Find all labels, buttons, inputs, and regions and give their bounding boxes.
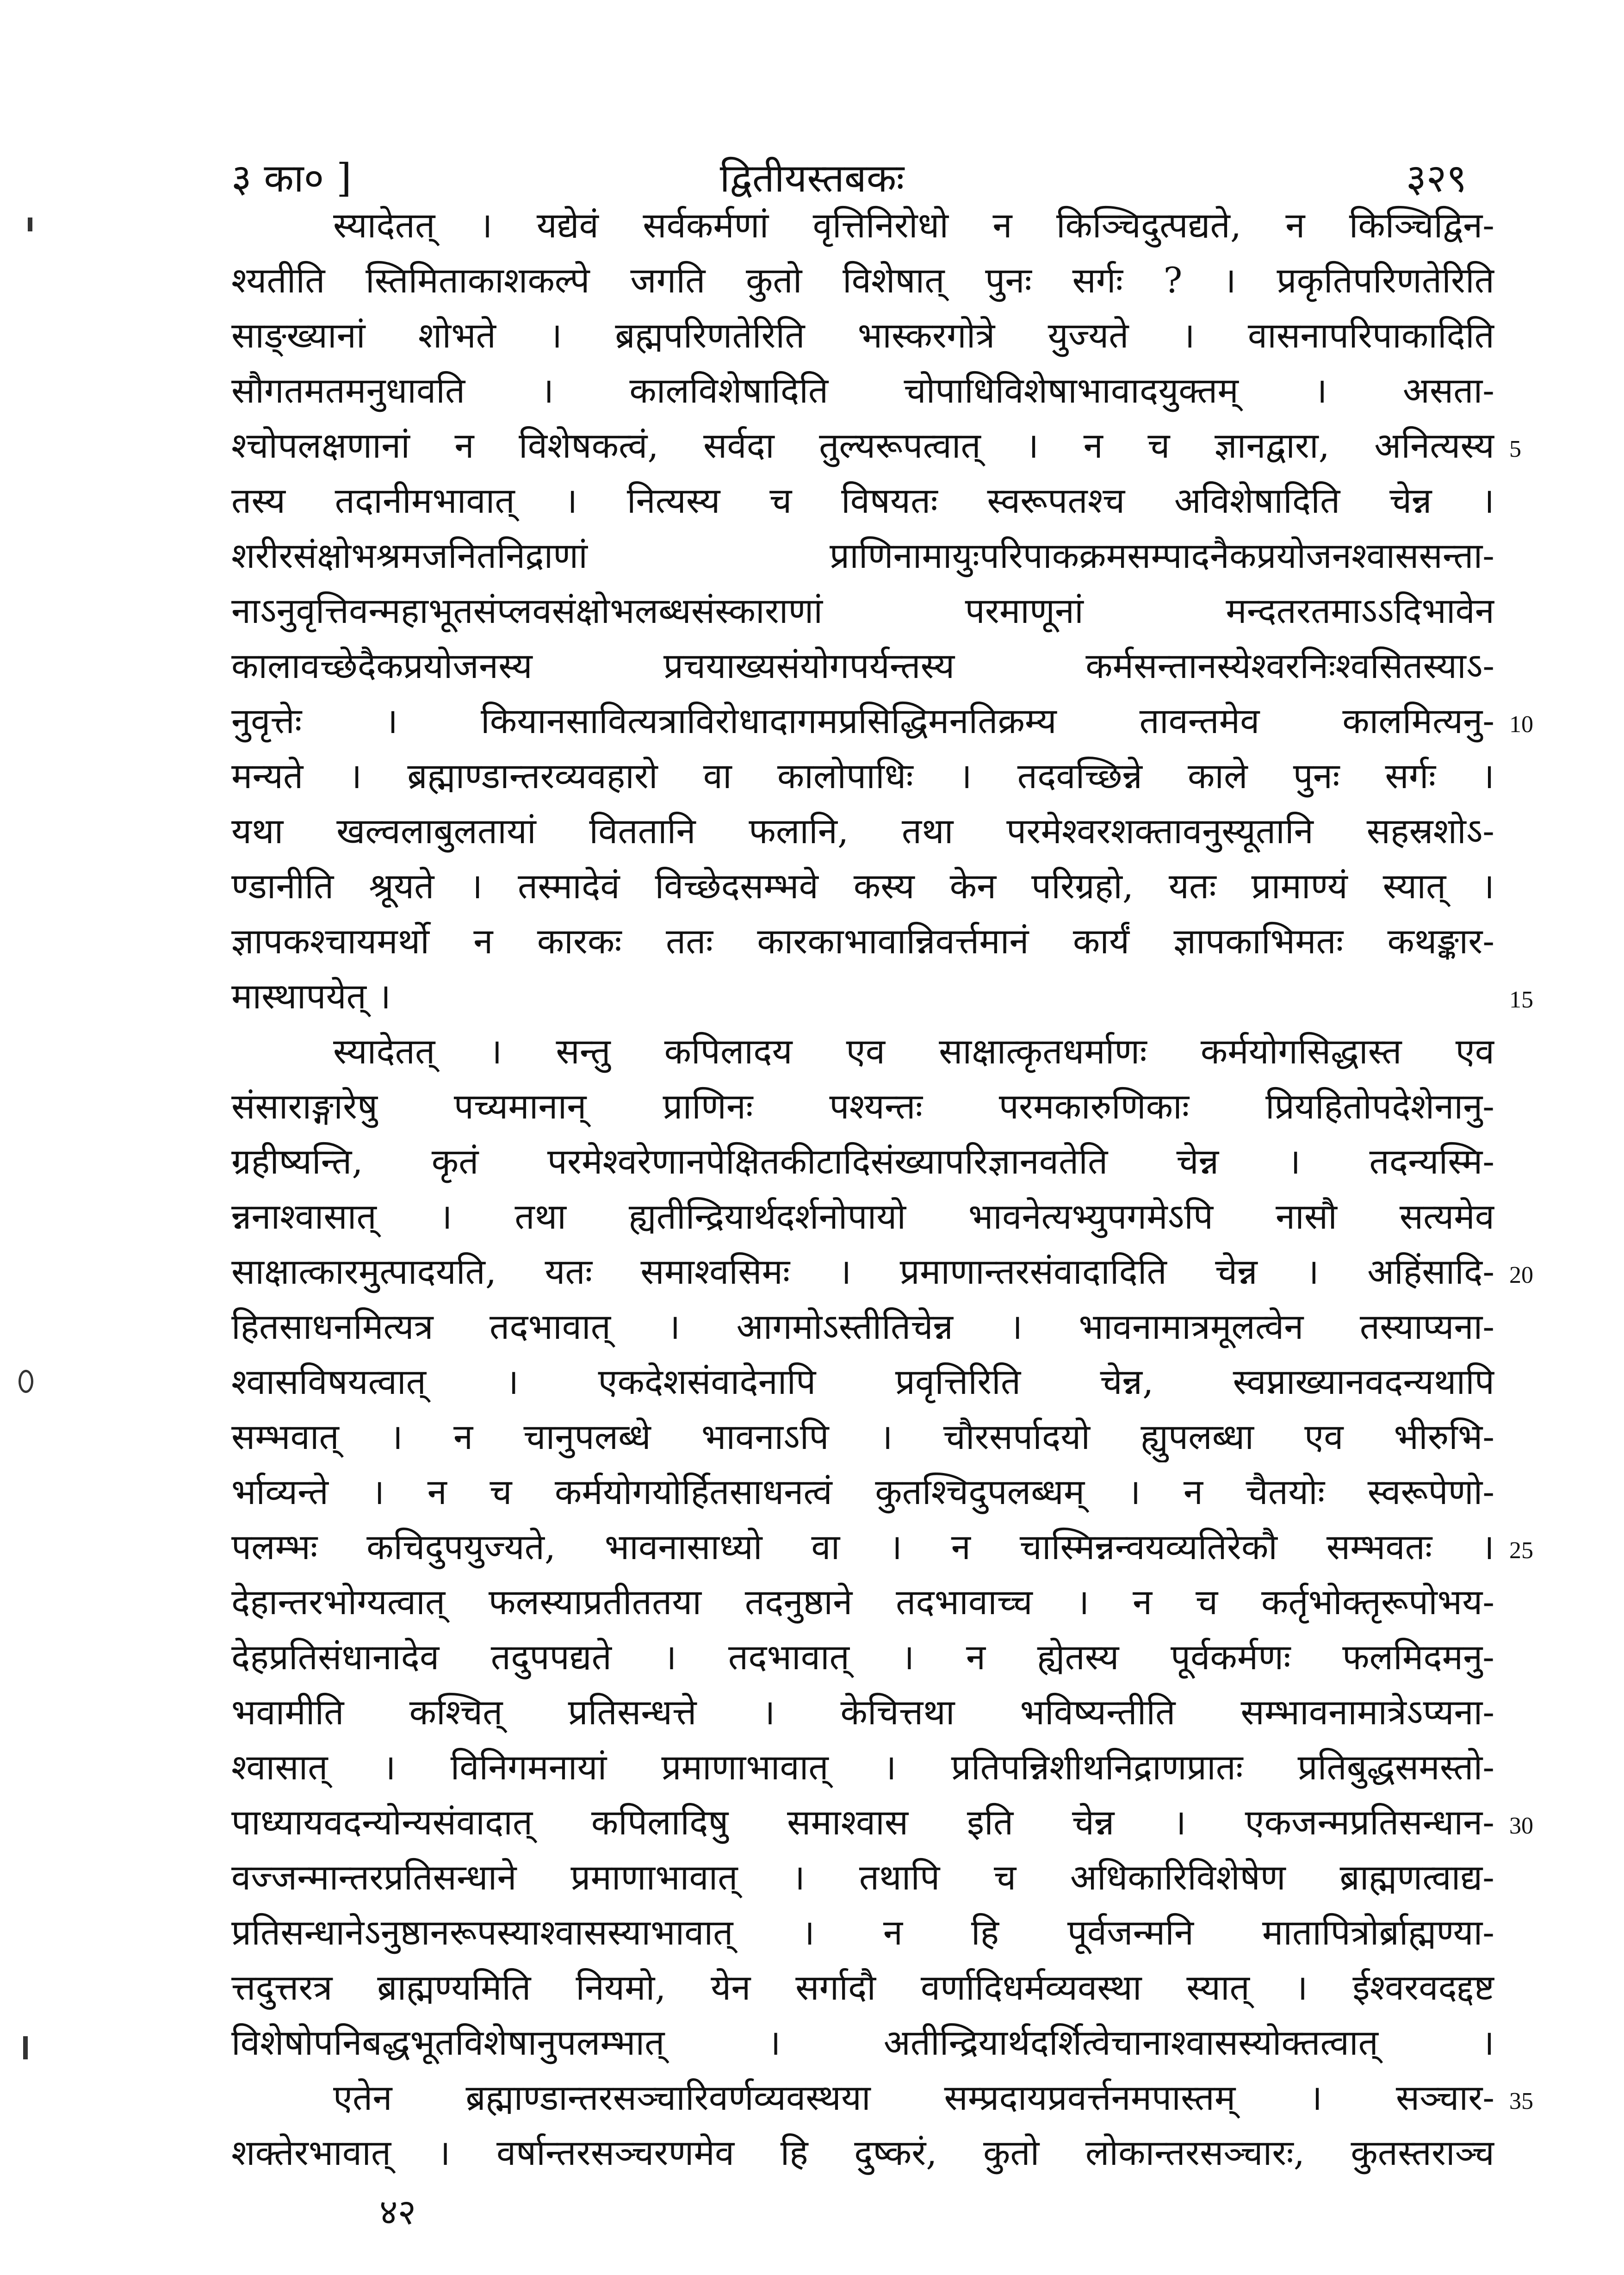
text-line: भवामीति कश्चित् प्रतिसन्धत्ते । केचित्तथा भविष्यन्तीति सम्भावनामात्रेऽप्यना-	[231, 1691, 1494, 1733]
text-line: हितसाधनमित्यत्र तदभावात् । आगमोऽस्तीतिचेन्न । भावनामात्रमूलत्वेन तस्याप्यना-	[231, 1306, 1494, 1347]
line-number: 5	[1509, 436, 1521, 462]
text-line: यथा खल्वलाबुलतायां विततानि फलानि, तथा परमेश्वरशक्तावनुस्यूतानि सहस्रशोऽ-	[231, 810, 1494, 852]
text-line: प्रतिसन्धानेऽनुष्ठानरूपस्याश्वासस्याभावात् । न हि पूर्वजन्मनि मातापित्रोर्ब्राह्मण्या-	[231, 1912, 1494, 1953]
text-line: विशेषोपनिबद्धभूतविशेषानुपलम्भात् । अतीन्द्रियार्थदर्शित्वेचानाश्वासस्योक्तत्वात् ।	[231, 2022, 1494, 2063]
text-line: स्यादेतत् । सन्तु कपिलादय एव साक्षात्कृतधर्माणः कर्मयोगसिद्धास्त एव	[333, 1031, 1494, 1072]
line-number: 10	[1509, 711, 1533, 738]
text-line: श्वासविषयत्वात् । एकदेशसंवादेनापि प्रवृत्तिरिति चेन्न, स्वप्नाख्यानवदन्यथापि	[231, 1361, 1494, 1402]
text-line: वज्जन्मान्तरप्रतिसन्धाने प्रमाणाभावात् । तथापि च अधिकारिविशेषेण ब्राह्मणत्वाद्य-	[231, 1857, 1494, 1898]
text-line: नुवृत्तेः । कियानसावित्यत्राविरोधादागमप्रसिद्धिमनतिक्रम्य तावन्तमेव कालमित्यनु-	[231, 700, 1494, 741]
text-line: ग्रहीष्यन्ति, कृतं परमेश्वरेणानपेक्षितकीटादिसंख्यापरिज्ञानवतेति चेन्न । तदन्यस्मि-	[231, 1141, 1494, 1182]
text-line: साक्षात्कारमुत्पादयति, यतः समाश्वसिमः । प्रमाणान्तरसंवादादिति चेन्न । अहिंसादि-	[231, 1251, 1494, 1292]
line-number: 35	[1509, 2088, 1533, 2114]
text-line: त्तदुत्तरत्र ब्राह्मण्यमिति नियमो, येन सर्गादौ वर्णादिधर्मव्यवस्था स्यात् । ईश्वरवदद्दष्ट	[231, 1967, 1494, 2008]
text-line: शक्तेरभावात् । वर्षान्तरसञ्चरणमेव हि दुष्करं, कुतो लोकान्तरसञ्चारः, कुतस्तराञ्च	[231, 2132, 1494, 2173]
margin-mark	[28, 218, 32, 231]
text-line: सम्भवात् । न चानुपलब्धे भावनाऽपि । चौरसर्पादयो ह्युपलब्धा एव भीरुभि-	[231, 1416, 1494, 1457]
text-line: एतेन ब्रह्माण्डान्तरसञ्चारिवर्णव्यवस्थया सम्प्रदायप्रवर्त्तनमपास्तम् । सञ्चार-	[333, 2077, 1494, 2118]
text-line: मन्यते । ब्रह्माण्डान्तरव्यवहारो वा कालोपाधिः । तदवच्छिन्ने काले पुनः सर्गः ।	[231, 755, 1494, 796]
text-line: देहप्रतिसंधानादेव तदुपपद्यते । तदभावात् । न ह्येतस्य पूर्वकर्मणः फलमिदमनु-	[231, 1636, 1494, 1678]
text-line: कालावच्छेदैकप्रयोजनस्य प्रचयाख्यसंयोगपर्यन्तस्य कर्मसन्तानस्येश्वरनिःश्वसितस्याऽ-	[231, 645, 1494, 686]
text-line: ण्डानीति श्रूयते । तस्मादेवं विच्छेदसम्भवे कस्य केन परिग्रहो, यतः प्रामाण्यं स्यात् ।	[231, 865, 1494, 907]
text-line: श्चोपलक्षणानां न विशेषकत्वं, सर्वदा तुल्यरूपत्वात् । न च ज्ञानद्वारा, अनित्यस्य	[231, 425, 1494, 466]
text-line: पाध्यायवदन्योन्यसंवादात् कपिलादिषु समाश्वास इति चेन्न । एकजन्मप्रतिसन्धान-	[231, 1802, 1494, 1843]
text-line: श्यतीति स्तिमिताकाशकल्पे जगति कुतो विशेषात् पुनः सर्गः ? । प्रकृतिपरिणतेरिति	[231, 260, 1494, 301]
line-number: 20	[1509, 1262, 1533, 1288]
text-line: श्वासात् । विनिगमनायां प्रमाणाभावात् । प्रतिपन्निशीथनिद्राणप्रातः प्रतिबुद्धसमस्तो-	[231, 1747, 1494, 1788]
margin-mark	[23, 2036, 28, 2059]
header-section-label: ३ का० ]	[231, 155, 352, 201]
line-number: 25	[1509, 1537, 1533, 1564]
text-line: ज्ञापकश्चायमर्थो न कारकः ततः कारकाभावान्निवर्त्तमानं कार्यं ज्ञापकाभिमतः कथङ्कार-	[231, 920, 1494, 962]
text-line: मास्थापयेत् ।	[231, 976, 391, 1017]
text-line: नाऽनुवृत्तिवन्महाभूतसंप्लवसंक्षोभलब्धसंस्काराणां परमाणूनां मन्दतरतमाऽऽदिभावेन	[231, 590, 1494, 631]
text-line: स्यादेतत् । यद्येवं सर्वकर्मणां वृत्तिनिरोधो न किञ्चिदुत्पद्यते, न किञ्चिद्विन-	[333, 205, 1494, 246]
line-number: 30	[1509, 1813, 1533, 1839]
text-line: देहान्तरभोग्यत्वात् फलस्याप्रतीततया तदनुष्ठाने तदभावाच्च । न च कर्तृभोक्तृरूपोभय-	[231, 1581, 1494, 1622]
signature-mark: ४२	[379, 2191, 416, 2232]
page-number: ३२९	[1406, 155, 1467, 201]
running-title: द्वितीयस्तबकः	[719, 155, 905, 201]
text-line: र्भाव्यन्ते । न च कर्मयोगयोर्हितसाधनत्वं कुतश्चिदुपलब्धम् । न चैतयोः स्वरूपेणो-	[231, 1471, 1494, 1512]
line-number: 15	[1509, 987, 1533, 1013]
text-line: न्ननाश्वासात् । तथा ह्यतीन्द्रियार्थदर्शनोपायो भावनेत्यभ्युपगमेऽपि नासौ सत्यमेव	[231, 1196, 1494, 1237]
binding-hole-mark	[19, 1370, 33, 1393]
text-line: संसाराङ्गारेषु पच्यमानान् प्राणिनः पश्यन्तः परमकारुणिकाः प्रियहितोपदेशेनानु-	[231, 1086, 1494, 1127]
text-line: साङ्ख्यानां शोभते । ब्रह्मपरिणतेरिति भास्करगोत्रे युज्यते । वासनापरिपाकादिति	[231, 315, 1494, 356]
text-line: शरीरसंक्षोभश्रमजनितनिद्राणां प्राणिनामायुःपरिपाकक्रमसम्पादनैकप्रयोजनश्वाससन्ता-	[231, 535, 1494, 576]
text-line: तस्य तदानीमभावात् । नित्यस्य च विषयतः स्वरूपतश्च अविशेषादिति चेन्न ।	[231, 480, 1494, 521]
text-line: सौगतमतमनुधावति । कालविशेषादिति चोपाधिविशेषाभावादयुक्तम् । असता-	[231, 370, 1494, 411]
text-line: पलम्भः कचिदुपयुज्यते, भावनासाध्यो वा । न चास्मिन्नन्वयव्यतिरेकौ सम्भवतः ।	[231, 1526, 1494, 1567]
